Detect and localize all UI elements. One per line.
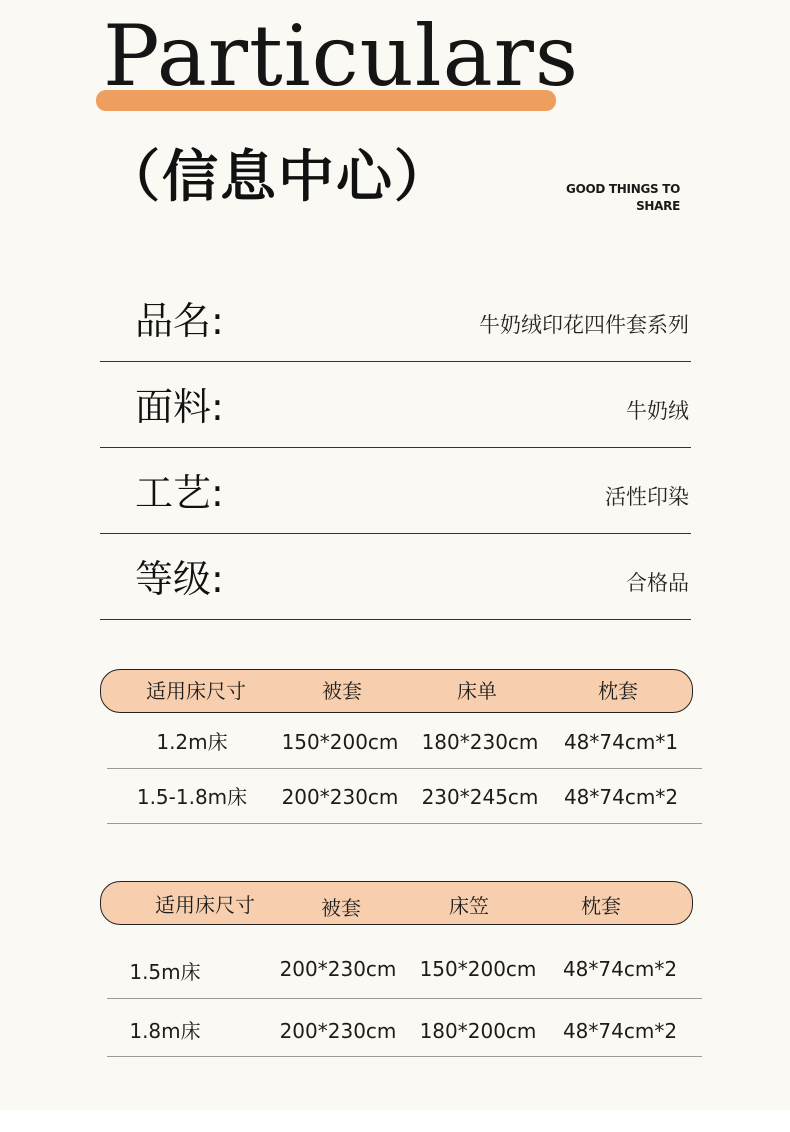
table-cell: 200*230cm	[279, 957, 397, 981]
page-bottom-band	[0, 1110, 790, 1132]
table-cell: 48*74cm*1	[563, 730, 679, 754]
header-cell: 枕套	[581, 894, 621, 918]
info-row-process	[100, 447, 691, 534]
header-cell: 床单	[457, 679, 497, 703]
table-cell: 180*200cm	[419, 1019, 537, 1043]
info-label: 面料:	[135, 385, 224, 429]
page-subtitle: （信息中心）	[104, 145, 452, 210]
info-row-name	[100, 275, 691, 362]
header-cell: 被套	[321, 896, 361, 920]
tagline-line-1: GOOD THINGS TO	[566, 182, 680, 196]
table-cell: 1.8m床	[129, 1019, 201, 1043]
page-title: Particulars	[103, 7, 579, 105]
info-value: 牛奶绒印花四件套系列	[479, 313, 689, 337]
size-table-2	[100, 881, 702, 1057]
header-cell: 适用床尺寸	[146, 679, 246, 703]
info-value: 牛奶绒	[626, 399, 689, 423]
table-row	[107, 769, 702, 824]
tagline-line-2: SHARE	[636, 199, 680, 213]
header-cell: 枕套	[598, 679, 638, 703]
table-cell: 48*74cm*2	[562, 1019, 678, 1043]
header-cell: 床笠	[449, 894, 489, 918]
table-cell: 200*230cm	[279, 1019, 397, 1043]
info-row-fabric	[100, 361, 691, 448]
table-cell: 1.2m床	[156, 730, 228, 754]
table-cell: 150*200cm	[419, 957, 537, 981]
info-row-grade	[100, 533, 691, 620]
size-table-1	[100, 669, 702, 824]
info-label: 品名:	[135, 299, 224, 343]
table-cell: 180*230cm	[421, 730, 539, 754]
table-header	[100, 881, 693, 925]
info-label: 等级:	[135, 557, 224, 601]
table-header	[100, 669, 693, 713]
table-cell: 1.5m床	[129, 960, 201, 984]
info-value: 活性印染	[605, 485, 689, 509]
tagline	[540, 181, 680, 215]
table-row	[107, 714, 702, 769]
table-cell: 230*245cm	[421, 785, 539, 809]
table-cell: 200*230cm	[281, 785, 399, 809]
info-label: 工艺:	[135, 471, 224, 515]
info-value: 合格品	[626, 571, 689, 595]
table-cell: 150*200cm	[281, 730, 399, 754]
header-cell: 被套	[322, 679, 362, 703]
table-row	[107, 939, 702, 999]
table-cell: 48*74cm*2	[562, 957, 678, 981]
table-cell: 48*74cm*2	[563, 785, 679, 809]
table-cell: 1.5-1.8m床	[136, 785, 248, 809]
table-row	[107, 998, 702, 1057]
header-cell: 适用床尺寸	[155, 893, 255, 917]
